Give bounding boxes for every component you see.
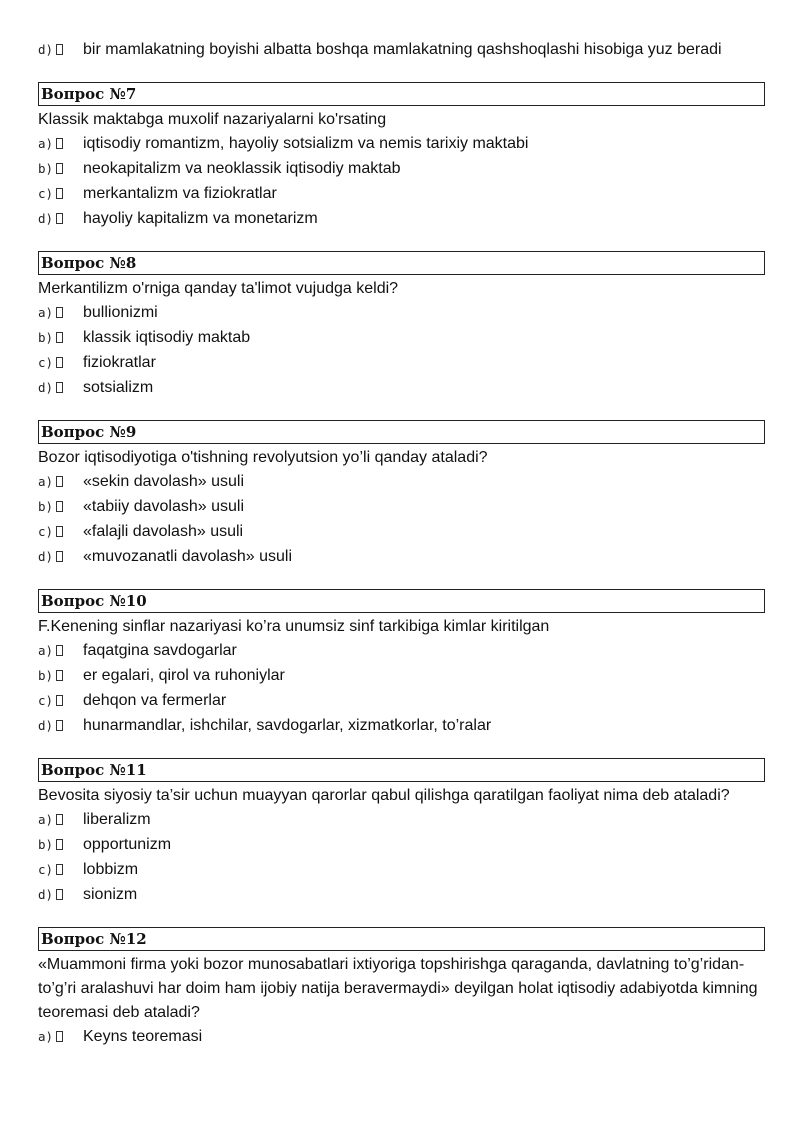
checkbox-icon [56,332,63,343]
checkbox-icon [56,163,63,174]
option-marker [38,858,63,882]
question-block [38,927,765,1049]
option-text: «muvozanatli davolash» usuli [83,548,293,565]
option-text: Keyns teoremasi [83,1028,203,1045]
option-marker [38,38,63,62]
answer-option [38,470,765,494]
answer-option [38,833,765,857]
checkbox-icon [56,44,63,55]
answer-option [38,689,765,713]
question-text: «Muammoni firma yoki bozor munosabatlari ixtiyoriga topshirishga qaraganda, davlatning to’g’ridan-to’g’ri aralashuvi har doim ham ijobiy natija beravermaydi» deyilgan holat iqtisodiy adabiyotda kimning teoremasi deb ataladi? [38,956,758,1021]
option-marker [38,664,63,688]
option-marker [38,182,63,206]
checkbox-icon [56,138,63,149]
checkbox-icon [56,551,63,562]
option-text: opportunizm [83,836,172,853]
option-marker [38,639,63,663]
question-header: Вопрос №10 [38,589,765,613]
answer-option [38,664,765,688]
option-marker [38,520,63,544]
option-marker [38,376,63,400]
answer-option [38,376,765,400]
checkbox-icon [56,695,63,706]
option-letter: d) [38,549,54,564]
option-text: bir mamlakatning boyishi albatta boshqa mamlakatning qashshoqlashi hisobiga yuz beradi [83,41,722,58]
checkbox-icon [56,720,63,731]
checkbox-icon [56,526,63,537]
checkbox-icon [56,839,63,850]
question-text: Bevosita siyosiy ta’sir uchun muayyan qarorlar qabul qilishga qaratilgan faoliyat nima deb ataladi? [38,787,730,804]
option-text: lobbizm [83,861,139,878]
option-marker [38,808,63,832]
checkbox-icon [56,382,63,393]
option-text: er egalari, qirol va ruhoniylar [83,667,285,684]
option-letter: c) [38,355,54,370]
answer-option [38,1025,765,1049]
option-marker [38,545,63,569]
answer-option [38,301,765,325]
option-letter: d) [38,42,54,57]
option-letter: a) [38,305,54,320]
checkbox-icon [56,476,63,487]
answer-option [38,132,765,156]
answer-option [38,326,765,350]
answer-option [38,858,765,882]
option-text: hayoliy kapitalizm va monetarizm [83,210,318,227]
question-header: Вопрос №7 [38,82,765,106]
checkbox-icon [56,889,63,900]
question-text: Klassik maktabga muxolif nazariyalarni ko'rsating [38,111,387,128]
option-letter: d) [38,211,54,226]
option-letter: a) [38,1029,54,1044]
checkbox-icon [56,213,63,224]
answer-option [38,520,765,544]
question-header: Вопрос №9 [38,420,765,444]
option-text: hunarmandlar, ishchilar, savdogarlar, xizmatkorlar, to’ralar [83,717,492,734]
option-letter: b) [38,330,54,345]
checkbox-icon [56,501,63,512]
checkbox-icon [56,307,63,318]
question-block [38,420,765,569]
answer-option [38,714,765,738]
option-text: «sekin davolash» usuli [83,473,244,490]
option-marker [38,132,63,156]
checkbox-icon [56,864,63,875]
option-text: dehqon va fermerlar [83,692,227,709]
answer-option [38,351,765,375]
option-text: «falajli davolash» usuli [83,523,244,540]
question-text: Bozor iqtisodiyotiga o'tishning revolyutsion yo’li qanday ataladi? [38,449,488,466]
answer-option [38,883,765,907]
question-text: F.Kenening sinflar nazariyasi ko’ra unumsiz sinf tarkibiga kimlar kiritilgan [38,618,550,635]
checkbox-icon [56,188,63,199]
answer-option [38,808,765,832]
checkbox-icon [56,814,63,825]
question-block [38,589,765,738]
answer-option [38,545,765,569]
option-marker [38,883,63,907]
option-marker [38,495,63,519]
option-letter: a) [38,474,54,489]
option-text: sionizm [83,886,138,903]
option-text: faqatgina savdogarlar [83,642,237,659]
option-text: iqtisodiy romantizm, hayoliy sotsializm va nemis tarixiy maktabi [83,135,529,152]
option-marker [38,351,63,375]
option-marker [38,301,63,325]
answer-option [38,639,765,663]
checkbox-icon [56,1031,63,1042]
answer-option [38,157,765,181]
option-letter: c) [38,862,54,877]
question-block [38,758,765,907]
answer-option [38,495,765,519]
option-letter: b) [38,668,54,683]
checkbox-icon [56,645,63,656]
option-marker [38,157,63,181]
question-block [38,251,765,400]
question-header: Вопрос №11 [38,758,765,782]
option-letter: a) [38,136,54,151]
option-letter: c) [38,693,54,708]
test-page [38,38,765,1049]
option-letter: c) [38,186,54,201]
option-marker [38,714,63,738]
option-marker [38,470,63,494]
answer-option [38,38,765,62]
option-text: fiziokratlar [83,354,156,371]
question-text: Merkantilizm o'rniga qanday ta'limot vujudga keldi? [38,280,399,297]
option-text: merkantalizm va fiziokratlar [83,185,277,202]
answer-option [38,207,765,231]
checkbox-icon [56,357,63,368]
option-letter: a) [38,643,54,658]
option-letter: b) [38,499,54,514]
option-letter: d) [38,887,54,902]
option-marker [38,689,63,713]
option-marker [38,207,63,231]
option-text: klassik iqtisodiy maktab [83,329,251,346]
option-letter: b) [38,837,54,852]
question-header: Вопрос №12 [38,927,765,951]
option-letter: b) [38,161,54,176]
question-block [38,82,765,231]
option-letter: d) [38,380,54,395]
checkbox-icon [56,670,63,681]
option-marker [38,326,63,350]
option-letter: d) [38,718,54,733]
option-text: «tabiiy davolash» usuli [83,498,244,515]
option-letter: a) [38,812,54,827]
option-marker [38,1025,63,1049]
option-text: neokapitalizm va neoklassik iqtisodiy maktab [83,160,401,177]
question-header: Вопрос №8 [38,251,765,275]
answer-option [38,182,765,206]
option-marker [38,833,63,857]
option-text: bullionizmi [83,304,158,321]
option-text: liberalizm [83,811,151,828]
option-letter: c) [38,524,54,539]
option-text: sotsializm [83,379,154,396]
